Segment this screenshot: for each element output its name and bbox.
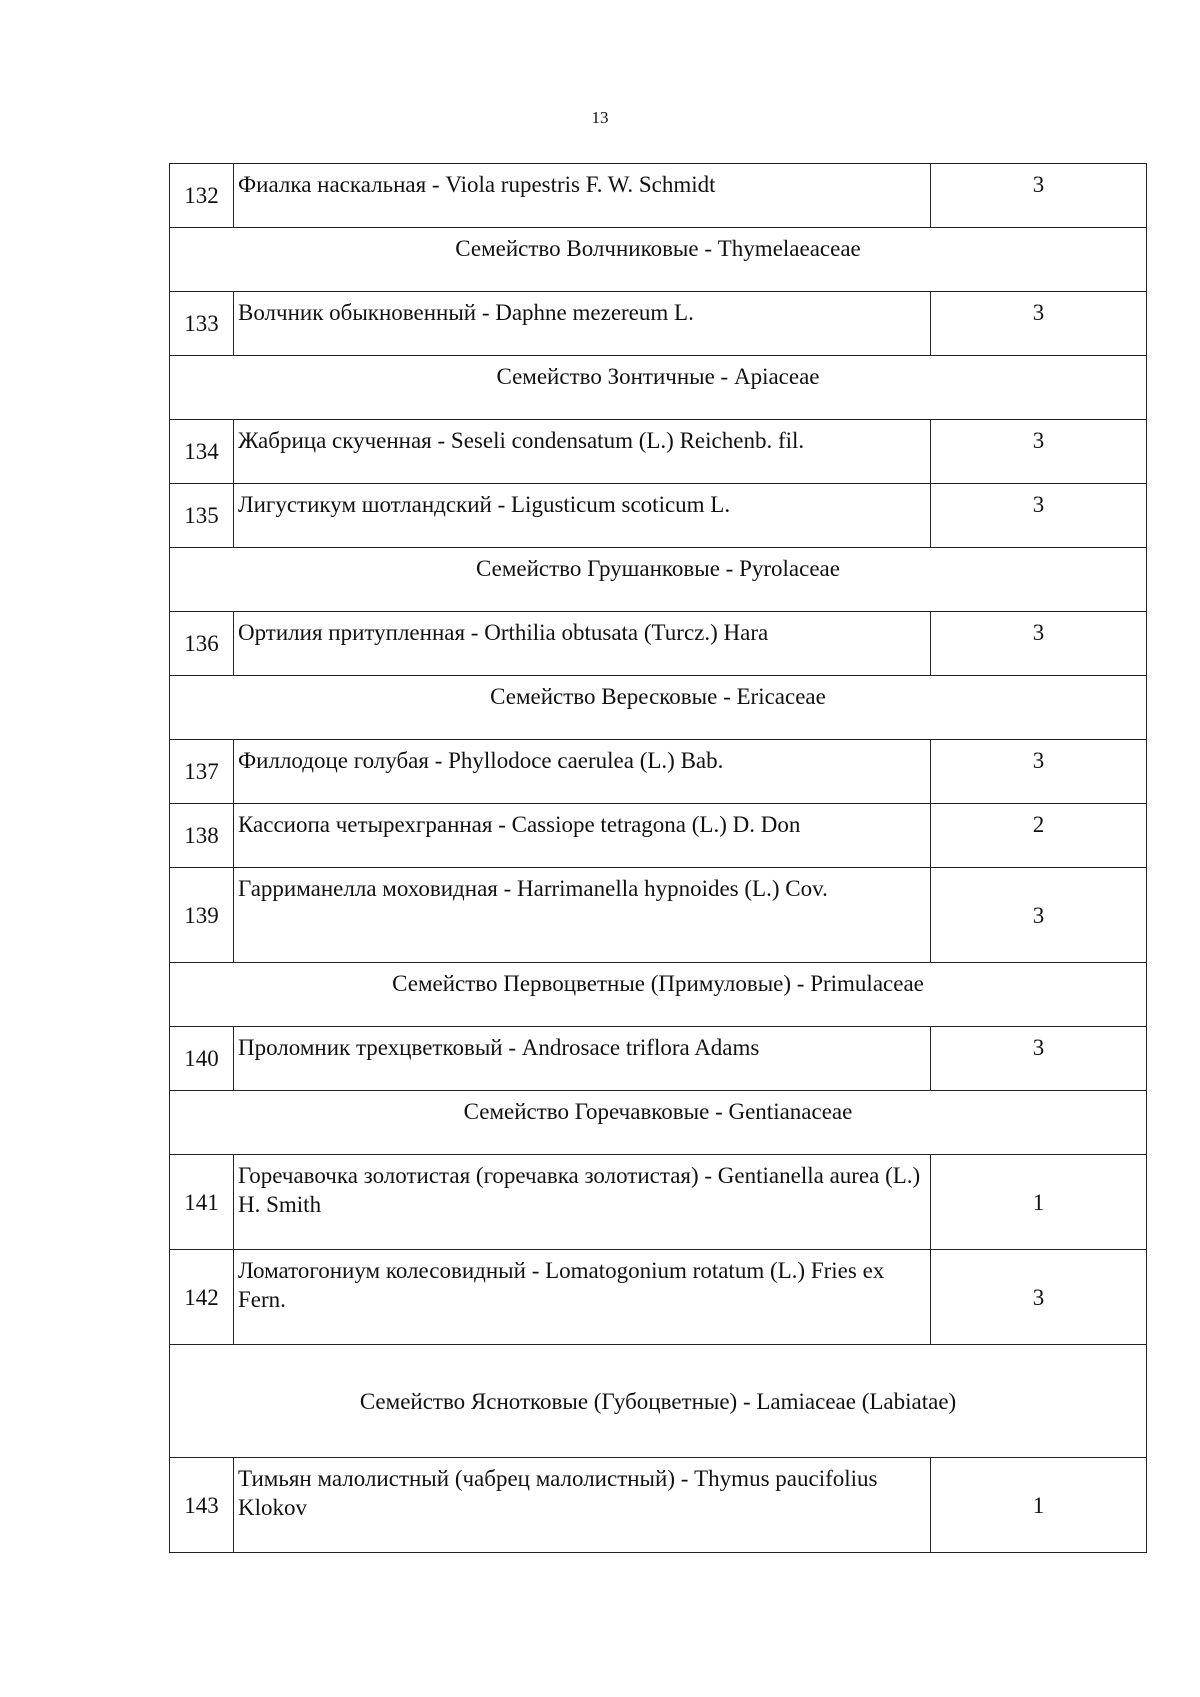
species-number: 132: [170, 164, 234, 228]
species-number: 137: [170, 740, 234, 804]
family-title: Семейство Горечавковые - Gentianaceae: [170, 1091, 1147, 1155]
species-number: 133: [170, 292, 234, 356]
family-row: [170, 676, 1147, 740]
family-row: [170, 963, 1147, 1027]
species-number: 139: [170, 868, 234, 963]
species-name: Ортилия притупленная - Orthilia obtusata (Turcz.) Hara: [234, 612, 931, 676]
family-row: [170, 1345, 1147, 1458]
rarity-category: 3: [931, 1250, 1147, 1345]
species-name: Жабрица скученная - Seseli condensatum (L.) Reichenb. fil.: [234, 420, 931, 484]
species-row: [170, 420, 1147, 484]
species-row: [170, 292, 1147, 356]
page-number: 13: [591, 108, 609, 127]
species-row: [170, 1155, 1147, 1250]
family-row: [170, 356, 1147, 420]
species-number: 142: [170, 1250, 234, 1345]
species-row: [170, 804, 1147, 868]
species-number: 140: [170, 1027, 234, 1091]
species-row: [170, 740, 1147, 804]
species-name: Филлодоце голубая - Phyllodoce caerulea (L.) Bab.: [234, 740, 931, 804]
family-title: Семейство Грушанковые - Pyrolaceae: [170, 548, 1147, 612]
family-title: Семейство Первоцветные (Примуловые) - Primulaceae: [170, 963, 1147, 1027]
species-name: Лигустикум шотландский - Ligusticum scoticum L.: [234, 484, 931, 548]
species-number: 135: [170, 484, 234, 548]
species-row: [170, 1250, 1147, 1345]
family-title: Семейство Волчниковые - Thymelaeaceae: [170, 228, 1147, 292]
rarity-category: 3: [931, 292, 1147, 356]
species-number: 143: [170, 1458, 234, 1553]
species-row: [170, 164, 1147, 228]
rarity-category: 3: [931, 1027, 1147, 1091]
species-row: [170, 1458, 1147, 1553]
rarity-category: 2: [931, 804, 1147, 868]
family-title: Семейство Вересковые - Ericaceae: [170, 676, 1147, 740]
rarity-category: 3: [931, 612, 1147, 676]
species-name: Кассиопа четырехгранная - Cassiope tetragona (L.) D. Don: [234, 804, 931, 868]
family-title: Семейство Яснотковые (Губоцветные) - Lamiaceae (Labiatae): [170, 1345, 1147, 1458]
rarity-category: 1: [931, 1155, 1147, 1250]
species-row: [170, 484, 1147, 548]
species-number: 134: [170, 420, 234, 484]
rarity-category: 3: [931, 164, 1147, 228]
family-row: [170, 1091, 1147, 1155]
rarity-category: 3: [931, 740, 1147, 804]
species-name: Ломатогониум колесовидный - Lomatogonium rotatum (L.) Fries ex Fern.: [234, 1250, 931, 1345]
species-name: Проломник трехцветковый - Androsace triflora Adams: [234, 1027, 931, 1091]
species-name: Тимьян малолистный (чабрец малолистный) - Thymus paucifolius Klokov: [234, 1458, 931, 1553]
rarity-category: 3: [931, 868, 1147, 963]
family-title: Семейство Зонтичные - Apiaceae: [170, 356, 1147, 420]
species-name: Волчник обыкновенный - Daphne mezereum L.: [234, 292, 931, 356]
species-name: Горечавочка золотистая (горечавка золотистая) - Gentianella aurea (L.) H. Smith: [234, 1155, 931, 1250]
rarity-category: 3: [931, 420, 1147, 484]
species-number: 136: [170, 612, 234, 676]
species-number: 138: [170, 804, 234, 868]
species-name: Гарриманелла моховидная - Harrimanella hypnoides (L.) Cov.: [234, 868, 931, 963]
species-row: [170, 612, 1147, 676]
family-row: [170, 548, 1147, 612]
rarity-category: 1: [931, 1458, 1147, 1553]
rarity-category: 3: [931, 484, 1147, 548]
species-table: [169, 163, 1147, 1553]
species-row: [170, 1027, 1147, 1091]
species-row: [170, 868, 1147, 963]
family-row: [170, 228, 1147, 292]
species-name: Фиалка наскальная - Viola rupestris F. W. Schmidt: [234, 164, 931, 228]
species-number: 141: [170, 1155, 234, 1250]
